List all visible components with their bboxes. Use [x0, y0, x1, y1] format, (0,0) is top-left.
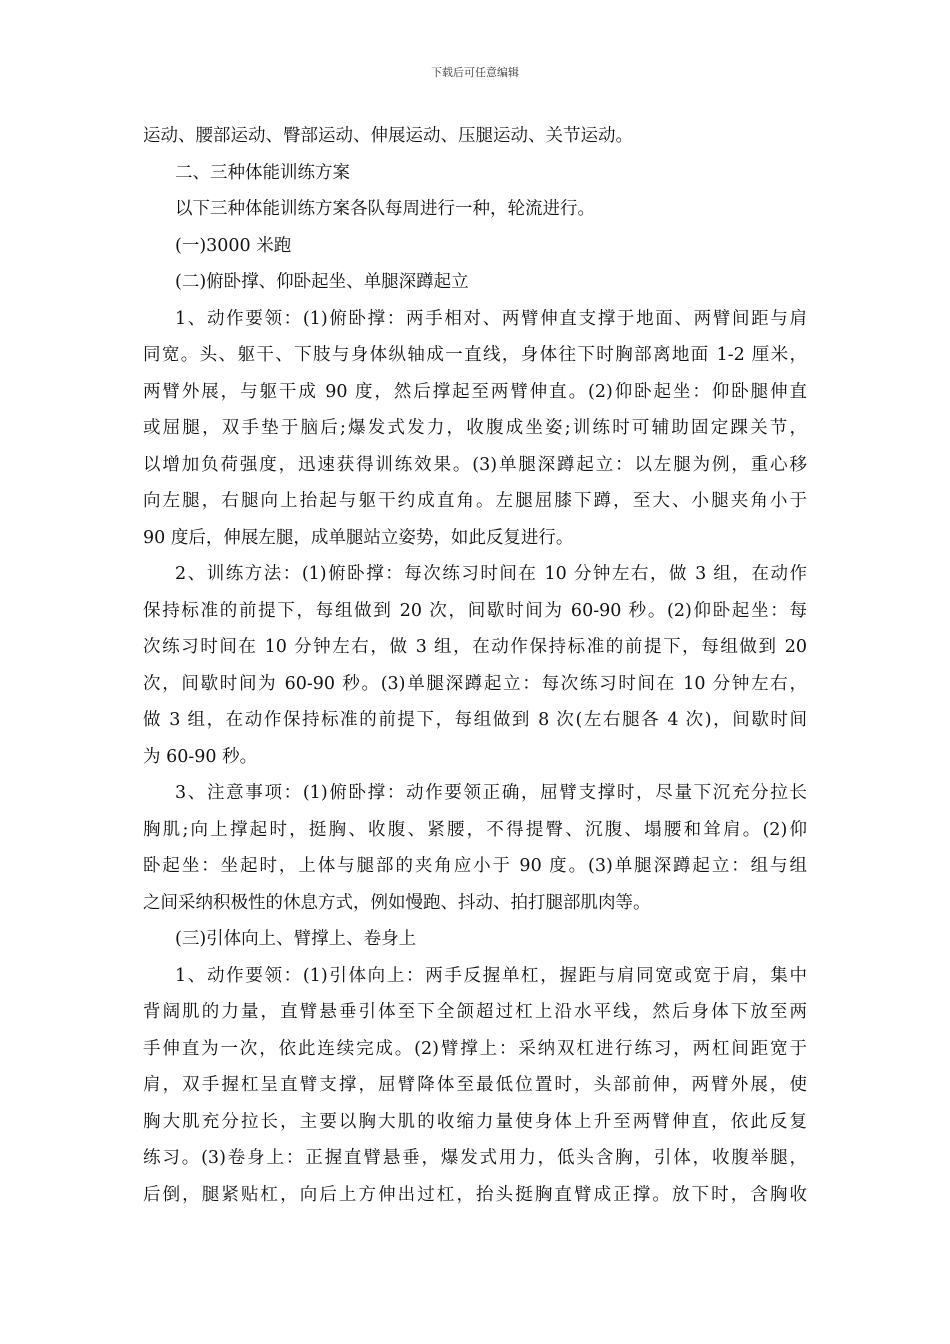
- text-line: 之间采纳积极性的休息方式，例如慢跑、抖动、拍打腿部肌肉等。: [143, 892, 651, 913]
- text-line: (一)3000 米跑: [175, 235, 292, 256]
- text-line: 两臂外展，与躯干成 90 度，然后撑起至两臂伸直。(2)仰卧起坐：仰卧腿伸直: [143, 381, 807, 402]
- text-line: 3、注意事项：(1)俯卧撑：动作要领正确，屈臂支撑时，尽量下沉充分拉长: [175, 783, 807, 803]
- text-line: (二)俯卧撑、仰卧起坐、单腿深蹲起立: [175, 272, 469, 292]
- text-line: 胸大肌充分拉长，主要以胸大肌的收缩力量使身体上升至两臂伸直，依此反复: [143, 1111, 807, 1132]
- text-line: 同宽。头、躯干、下肢与身体纵轴成一直线，身体往下时胸部离地面 1-2 厘米，: [143, 345, 807, 365]
- text-line: 二、三种体能训练方案: [175, 162, 350, 183]
- text-line: 或屈腿，双手垫于脑后;爆发式发力，收腹成坐姿;训练时可辅助固定踝关节，: [143, 418, 807, 438]
- document-body: [143, 118, 807, 1213]
- text-line: 运动、腰部运动、臀部运动、伸展运动、压腿运动、关节运动。: [143, 126, 633, 146]
- text-line: 为 60-90 秒。: [143, 746, 258, 767]
- text-line: 次练习时间在 10 分钟左右，做 3 组，在动作保持标准的前提下，每组做到 20: [143, 637, 807, 657]
- text-line: 90 度后，伸展左腿，成单腿站立姿势，如此反复进行。: [143, 527, 574, 548]
- text-line: 手伸直为一次，依此连续完成。(2)臂撑上：采纳双杠进行练习，两杠间距宽于: [143, 1038, 807, 1059]
- text-line: 2、训练方法：(1)俯卧撑：每次练习时间在 10 分钟左右，做 3 组，在动作: [175, 564, 807, 584]
- text-line: 以下三种体能训练方案各队每周进行一种，轮流进行。: [175, 199, 595, 219]
- text-line: 以增加负荷强度，迅速获得训练效果。(3)单腿深蹲起立：以左腿为例，重心移: [143, 454, 807, 475]
- text-line: 肩，双手握杠呈直臂支撑，屈臂降体至最低位置时，头部前伸，两臂外展，使: [143, 1075, 807, 1095]
- text-line: 做 3 组，在动作保持标准的前提下，每组做到 8 次(左右腿各 4 次)，间歇时间: [143, 710, 807, 730]
- text-line: 1、动作要领：(1)俯卧撑：两手相对、两臂伸直支撑于地面、两臂间距与肩: [175, 308, 807, 329]
- text-line: 次，间歇时间为 60-90 秒。(3)单腿深蹲起立：每次练习时间在 10 分钟左右，: [143, 673, 807, 694]
- text-line: 胸肌;向上撑起时，挺胸、收腹、紧腰，不得提臀、沉腹、塌腰和耸肩。(2)仰: [143, 819, 807, 840]
- page-header-note: 下载后可任意编辑: [431, 66, 519, 79]
- text-line: 卧起坐：坐起时，上体与腿部的夹角应小于 90 度。(3)单腿深蹲起立：组与组: [143, 856, 807, 876]
- text-line: 后倒，腿紧贴杠，向后上方伸出过杠，抬头挺胸直臂成正撑。放下时，含胸收: [143, 1184, 807, 1205]
- text-line: 1、动作要领：(1)引体向上：两手反握单杠，握距与肩同宽或宽于肩，集中: [175, 965, 807, 986]
- text-line: 保持标准的前提下，每组做到 20 次，间歇时间为 60-90 秒。(2)仰卧起坐：每: [143, 600, 807, 621]
- text-line: 背阔肌的力量，直臂悬垂引体至下全颌超过杠上沿水平线，然后身体下放至两: [143, 1002, 807, 1022]
- text-line: (三)引体向上、臂撑上、卷身上: [175, 929, 417, 949]
- text-line: 向左腿，右腿向上抬起与躯干约成直角。左腿屈膝下蹲，至大、小腿夹角小于: [143, 491, 807, 511]
- text-line: 练习。(3)卷身上：正握直臂悬垂，爆发式用力，低头含胸，引体，收腹举腿，: [143, 1148, 807, 1168]
